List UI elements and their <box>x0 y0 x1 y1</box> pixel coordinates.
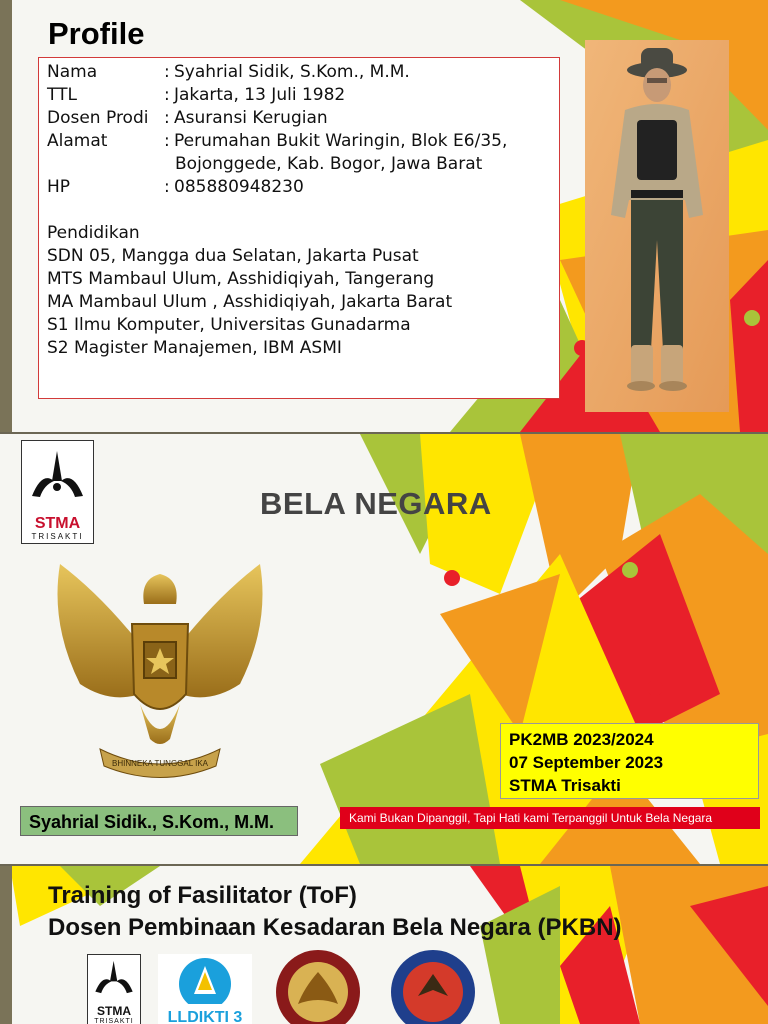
event-line: 07 September 2023 <box>509 753 664 772</box>
lldikti-logo <box>158 954 252 1024</box>
field-label: HP <box>47 177 71 197</box>
education-item: S2 Magister Manajemen, IBM ASMI <box>47 338 342 358</box>
stma-logo-small <box>87 954 141 1024</box>
stma-small-text: STMA <box>97 1004 131 1018</box>
lldikti-text: LLDIKTI 3 <box>167 1009 243 1024</box>
stma-small-subtext: TRISAKTI <box>94 1018 134 1024</box>
bela-negara-title: BELA NEGARA <box>260 486 492 521</box>
education-item: SDN 05, Mangga dua Selatan, Jakarta Pusat <box>47 246 419 266</box>
field-row-hp <box>47 176 551 199</box>
training-title <box>48 880 622 944</box>
education-item: S1 Ilmu Komputer, Universitas Gunadarma <box>47 315 411 335</box>
event-line: PK2MB 2023/2024 <box>509 730 654 749</box>
field-row-ttl <box>47 84 551 107</box>
field-row-address <box>47 130 551 153</box>
field-label: Dosen Prodi <box>47 108 149 128</box>
tut-wuri-handayani-icon <box>158 954 252 1004</box>
field-separator: : <box>164 62 170 82</box>
education-heading: Pendidikan <box>47 223 140 243</box>
field-row-name <box>47 61 551 84</box>
training-title-line2: Dosen Pembinaan Kesadaran Bela Negara (PKBN) <box>48 914 622 941</box>
stma-logo-subtext: TRISAKTI <box>31 532 84 541</box>
motto-banner: Kami Bukan Dipanggil, Tapi Hati kami Terpanggil Untuk Bela Negara <box>340 807 760 829</box>
field-label: Alamat <box>47 131 108 151</box>
left-accent-bar <box>0 866 12 1024</box>
left-accent-bar <box>0 0 12 432</box>
badge-seal-icon <box>388 948 478 1024</box>
field-separator: : <box>164 85 170 105</box>
field-label: TTL <box>47 85 77 105</box>
field-value: Asuransi Kerugian <box>174 108 328 128</box>
field-separator: : <box>164 108 170 128</box>
stma-emblem-icon <box>88 955 140 999</box>
field-value: Jakarta, 13 Juli 1982 <box>174 85 346 105</box>
slide-training <box>0 866 768 1024</box>
education-item: MA Mambaul Ulum , Asshidiqiyah, Jakarta Barat <box>47 292 453 312</box>
field-value: Perumahan Bukit Waringin, Blok E6/35, <box>174 131 508 151</box>
field-separator: : <box>164 177 170 197</box>
stma-emblem-icon <box>22 441 93 511</box>
field-value: 085880948230 <box>174 177 304 197</box>
stma-logo <box>21 440 94 544</box>
slide-profile <box>0 0 768 432</box>
field-row-prodi <box>47 107 551 130</box>
kemhan-seal-icon <box>274 948 362 1024</box>
slide-bela-negara <box>0 434 768 864</box>
speaker-name-badge: Syahrial Sidik., S.Kom., M.M. <box>20 806 298 836</box>
emblem-ribbon-text: BHINNEKA TUNGGAL IKA <box>111 759 209 768</box>
event-info-box <box>500 723 759 799</box>
address-line-2: Bojonggede, Kab. Bogor, Jawa Barat <box>175 154 483 174</box>
profile-photo <box>585 40 729 412</box>
field-label: Nama <box>47 62 98 82</box>
education-item: MTS Mambaul Ulum, Asshidiqiyah, Tangerang <box>47 269 435 289</box>
training-title-line1: Training of Fasilitator (ToF) <box>48 882 357 909</box>
page-title: Profile <box>48 16 145 51</box>
field-separator: : <box>164 131 170 151</box>
garuda-emblem-icon <box>40 554 280 784</box>
profile-info-box <box>38 57 560 399</box>
field-value: Syahrial Sidik, S.Kom., M.M. <box>174 62 410 82</box>
stma-logo-text: STMA <box>34 515 81 532</box>
event-line: STMA Trisakti <box>509 776 621 795</box>
